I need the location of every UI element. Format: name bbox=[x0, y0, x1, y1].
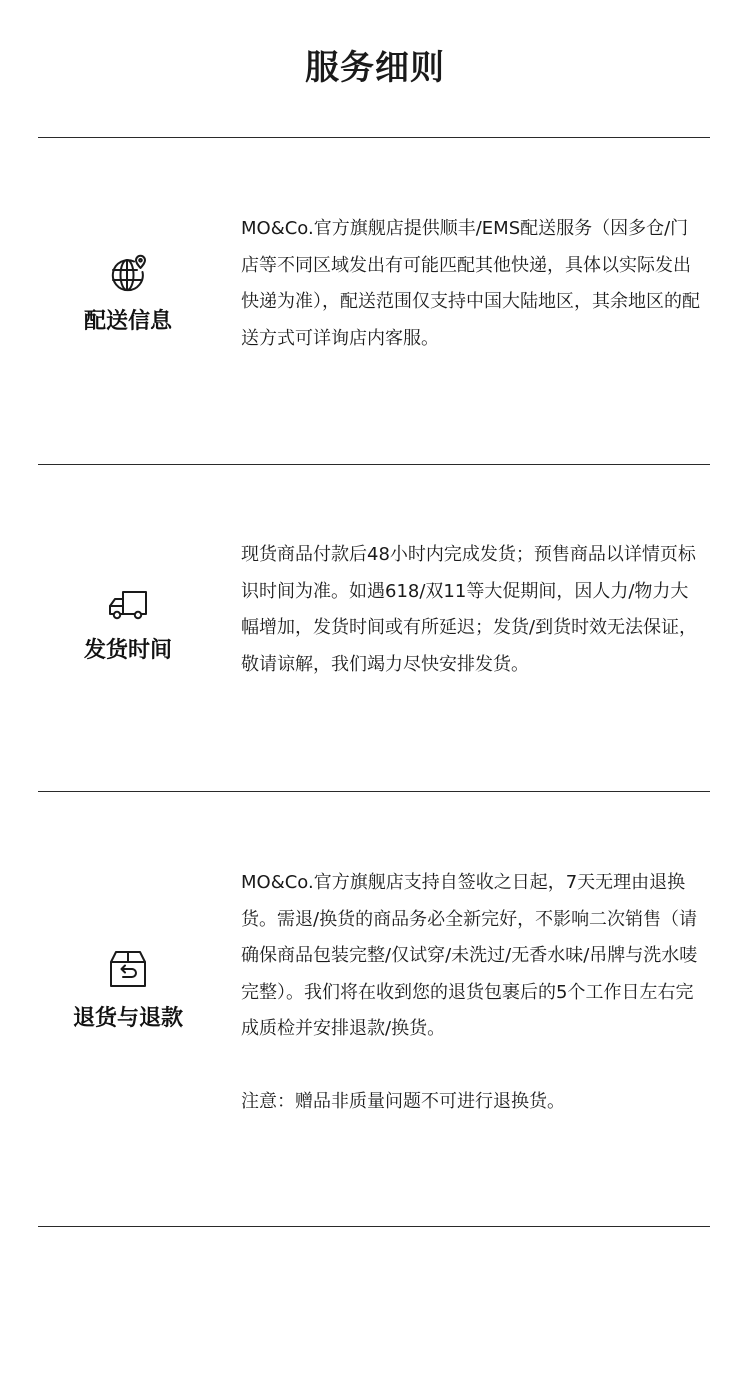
delivery-truck-icon bbox=[106, 587, 150, 623]
section-returns-refunds bbox=[38, 792, 710, 1226]
shipping-time-label-block bbox=[38, 587, 218, 667]
returns-label: 退货与退款 bbox=[72, 1006, 183, 1031]
returns-note: 注意：赠品非质量问题不可进行退换货。 bbox=[241, 1090, 565, 1112]
globe-location-icon bbox=[106, 252, 150, 296]
shipping-time-label: 发货时间 bbox=[83, 638, 172, 663]
divider-bottom bbox=[38, 1226, 710, 1227]
delivery-info-text bbox=[241, 211, 701, 357]
section-shipping-time bbox=[38, 465, 710, 791]
returns-label-block bbox=[38, 947, 218, 1035]
shipping-time-paragraph: 现货商品付款后48小时内完成发货；预售商品以详情页标识时间为准。如遇618/双11等大促期间，因人力/物力大幅增加，发货时间或有所延迟；发货/到货时效无法保证，敬请谅解，我们竭力尽快安排发货。 bbox=[241, 544, 698, 675]
shipping-time-text bbox=[241, 537, 701, 683]
page-title: 服务细则 bbox=[305, 48, 445, 88]
section-delivery-info bbox=[38, 138, 710, 464]
returns-paragraph: MO&Co.官方旗舰店支持自签收之日起，7天无理由退换货。需退/换货的商品务必全新完好，不影响二次销售（请确保商品包装完整/仅试穿/未洗过/无香水味/吊牌与洗水唛完整）。我们将在收到您的退货包裹后的5个工作日左右完成质检并安排退款/换货。 bbox=[241, 872, 698, 1039]
delivery-info-label: 配送信息 bbox=[83, 309, 172, 334]
delivery-info-label-block bbox=[38, 252, 218, 338]
returns-text bbox=[241, 865, 701, 1120]
return-box-icon bbox=[105, 947, 151, 991]
delivery-info-paragraph: MO&Co.官方旗舰店提供顺丰/EMS配送服务（因多仓/门店等不同区域发出有可能匹配其他快递，具体以实际发出快递为准），配送范围仅支持中国大陆地区，其余地区的配送方式可详询店内客服。 bbox=[241, 218, 700, 349]
